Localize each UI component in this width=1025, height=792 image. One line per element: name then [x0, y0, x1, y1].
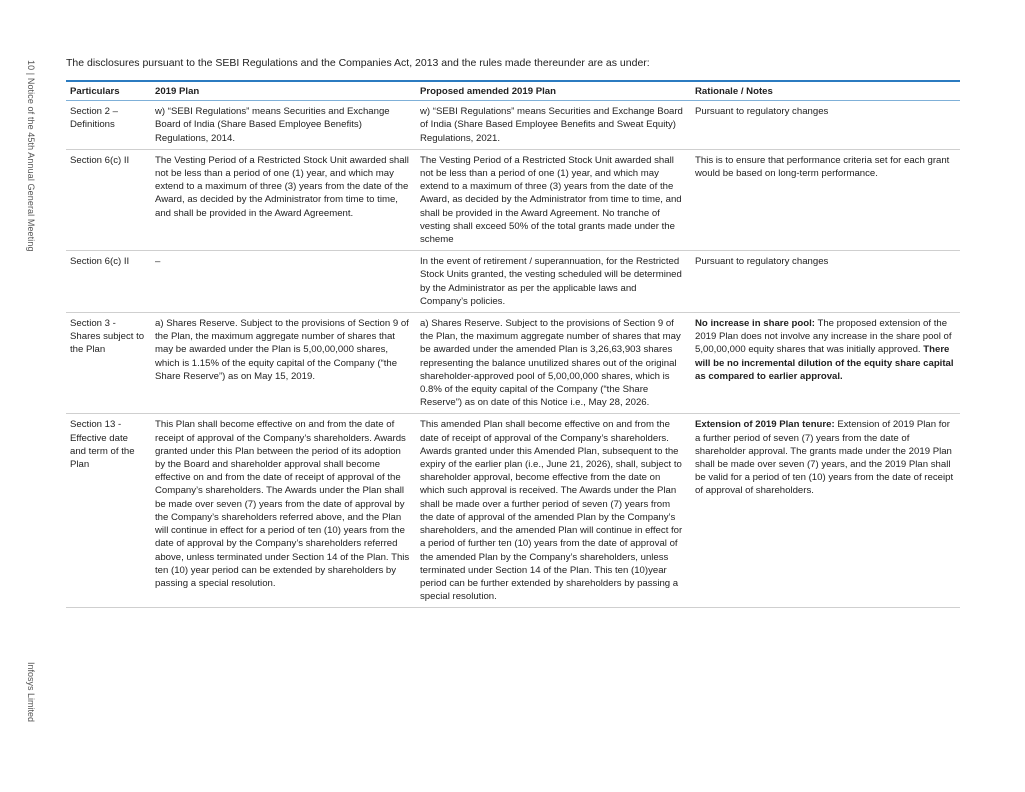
- cell-particulars: Section 13 - Effective date and term of the Plan: [70, 419, 135, 471]
- table-row: [66, 150, 960, 251]
- cell-rationale: [691, 251, 960, 312]
- table-row: [66, 414, 960, 608]
- table-row: [66, 313, 960, 414]
- header-particulars: Particulars: [70, 86, 120, 97]
- header-2019-plan: 2019 Plan: [155, 86, 200, 97]
- rationale-bold: No increase in share pool:: [695, 318, 815, 330]
- rationale-text: Extension of 2019 Plan for a further period of seven (7) years from the date of shareholder approval. The grants made under the 2019 Plan shall be made over seven (7) years, and the 2019 Plan shall be valid for a period of ten (10) years from the date of receipt of approval of shareholders.: [695, 419, 954, 497]
- intro-text: The disclosures pursuant to the SEBI Regulations and the Companies Act, 2013 and the rules made thereunder are as under:: [66, 57, 650, 69]
- rationale-text: Pursuant to regulatory changes: [695, 106, 829, 118]
- cell-rationale: [691, 414, 960, 607]
- company-name: Infosys Limited: [26, 662, 36, 723]
- page-notice: 10 | Notice of the 45th Annual General Meeting: [26, 60, 36, 252]
- table-row: [66, 101, 960, 150]
- cell-particulars: Section 2 – Definitions: [70, 106, 119, 131]
- cell-2019-plan: w) “SEBI Regulations” means Securities and Exchange Board of India (Share Based Employee Benefits) Regulations, 2014.: [155, 106, 390, 144]
- rationale-text: This is to ensure that performance criteria set for each grant would be based on long-term performance.: [695, 154, 950, 180]
- cell-proposed: In the event of retirement / superannuation, for the Restricted Stock Units granted, the vesting scheduled will be determined by the Administrator as per the applicable laws and Company’s policies.: [420, 256, 682, 307]
- rationale-text: The proposed extension of the 2019 Plan does not involve any increase in the share pool of 5,00,00,000 equity shares that was initially approved.: [695, 318, 952, 356]
- cell-proposed: This amended Plan shall become effective on and from the date of receipt of approval of the Company’s shareholders. Awards granted under this Amended Plan, subsequent to the expiry of the earlier plan (i.e., June 21, 2026), shall, subject to shareholder approval, become effective from the date on which such approval is received. The Awards under the Plan shall be made over a further period of seven (7) years from the date of approval of the amended Plan by the Company’s shareholders, and the amended Plan will continue in effect for a period of further ten (10) years from the date of approval of the amended Plan by the Company’s shareholders, unless terminated under Section 14 of the Plan. This ten (10)year period can be further extended by shareholders by passing a special resolution.: [420, 419, 683, 603]
- cell-2019-plan: –: [155, 256, 161, 268]
- table-header-row: [66, 82, 960, 101]
- header-proposed-plan: Proposed amended 2019 Plan: [420, 86, 556, 97]
- cell-proposed: The Vesting Period of a Restricted Stock Unit awarded shall not be less than a period of one (1) year, and which may extend to a maximum of three (3) years from the date of the Award, as decided by the Administrator from time to time, and shall be provided in the Award Agreement. No tranche of vesting shall exceed 50% of the total grants made under the scheme: [420, 154, 682, 246]
- cell-particulars: Section 3 - Shares subject to the Plan: [70, 318, 145, 356]
- table-row: [66, 251, 960, 313]
- cell-particulars: Section 6(c) II: [70, 154, 130, 166]
- cell-rationale: [691, 101, 960, 149]
- cell-2019-plan: This Plan shall become effective on and from the date of receipt of approval of the Company’s shareholders. Awards granted under this Plan between the period of its adoption by the Board and shareholder approval shall become effective on and from the date of receipt of approval of the Company’s shareholders. The Awards under the Plan shall be made over seven (7) years from the date of approval by the Company’s shareholders referred above, and the Plan will continue in effect for a period of ten (10) years from the date of approval by the Company’s shareholders referred above, unless terminated under Section 14 of the Plan. This ten (10) year period can be extended by shareholders by passing a special resolution.: [155, 419, 410, 589]
- disclosure-table: [66, 80, 960, 608]
- header-rationale: Rationale / Notes: [695, 86, 773, 97]
- cell-rationale: [691, 150, 960, 250]
- cell-proposed: w) “SEBI Regulations” means Securities and Exchange Board of India (Share Based Employee Benefits and Sweat Equity) Regulations, 2021.: [420, 106, 683, 144]
- rationale-bold: Extension of 2019 Plan tenure:: [695, 419, 835, 431]
- rationale-bold-end: There will be no incremental dilution of the equity share capital as compared to earlier approval.: [695, 344, 954, 382]
- cell-2019-plan: The Vesting Period of a Restricted Stock Unit awarded shall not be less than a period of one (1) year, and which may extend to a maximum of three (3) years from the date of the Award, as decided by the Administrator from time to time, and shall be provided in the Award Agreement.: [155, 154, 409, 219]
- cell-particulars: Section 6(c) II: [70, 256, 130, 268]
- cell-rationale: [691, 313, 960, 413]
- cell-proposed: a) Shares Reserve. Subject to the provisions of Section 9 of the Plan, the maximum aggregate number of shares that may be awarded under the amended Plan is 3,26,63,903 shares representing the balance unutilized shares out of the original shareholder-approved pool of 5,00,00,000 shares, which is 0.8% of the equity capital of the Company (“the Share Reserve”) as on date of this Notice i.e., May 28, 2026.: [420, 318, 681, 409]
- rationale-text: Pursuant to regulatory changes: [695, 256, 829, 268]
- cell-2019-plan: a) Shares Reserve. Subject to the provisions of Section 9 of the Plan, the maximum aggregate number of shares that may be awarded under the Plan is 5,00,00,000 shares, which is 1.15% of the equity capital of the Company (“the Share Reserve”) as on May 15, 2019.: [155, 318, 409, 382]
